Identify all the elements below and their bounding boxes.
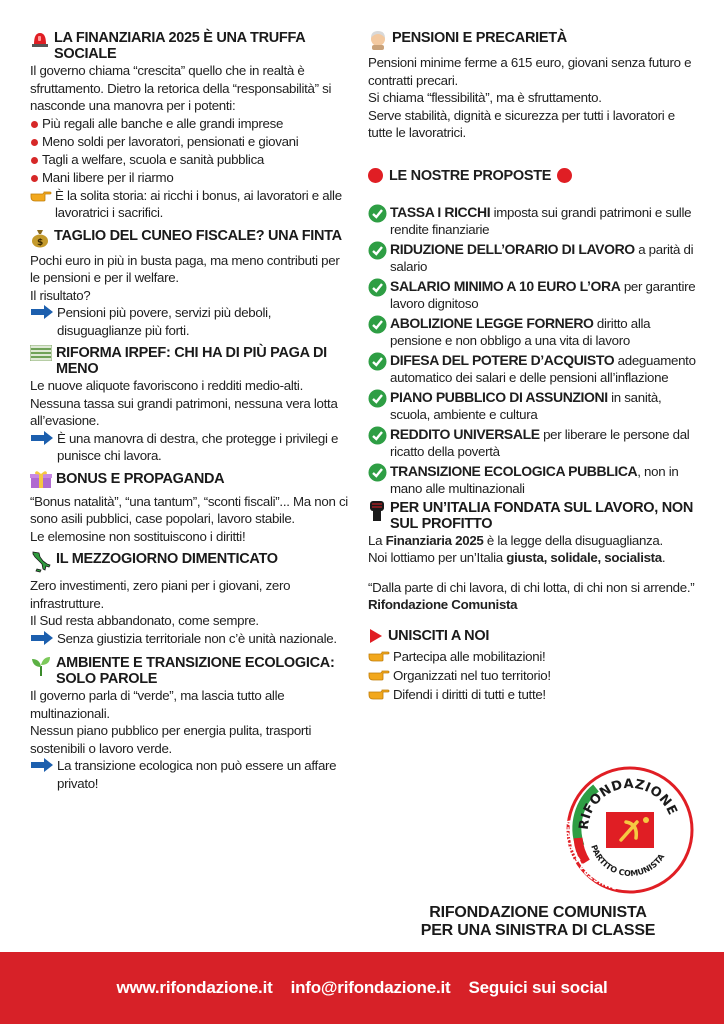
section-heading: $ TAGLIO DEL CUNEO FISCALE? UNA FINTA (30, 228, 350, 252)
paragraph: Il risultato? (30, 287, 91, 303)
section-heading: BONUS E PROPAGANDA (30, 471, 350, 493)
logo-side-text: SINISTRA EUR (566, 843, 619, 891)
paragraph: Serve stabilità, dignità e sicurezza per tutti i lavoratori e tutte le lavoratrici. (368, 107, 675, 140)
left-column (30, 30, 350, 798)
list-item: Tagli a welfare, scuola e sanità pubblica (30, 151, 350, 169)
paragraph: Pochi euro in più in busta paga, ma meno contributi per le pensioni e per il welfare. (30, 252, 340, 285)
paragraph: Il governo chiama “crescita” quello che in realtà è sfruttamento. Dietro la retorica della “responsabilità” si nasconde una manovra per i potenti: (30, 63, 332, 113)
pointing-hand-icon (368, 686, 390, 705)
paragraph: Il Sud resta abbandonato, come sempre. (30, 613, 259, 628)
social-link[interactable]: Seguici sui social (468, 978, 608, 997)
paragraph: Il governo parla di “verde”, ma lascia tutto alle multinazionali. (30, 688, 285, 721)
paragraph: Zero investimenti, zero piani per i giovani, zero infrastrutture. (30, 578, 291, 611)
paragraph: Le elemosine non sostituiscono i diritti! (30, 528, 246, 544)
check-icon (368, 241, 387, 264)
section-finanziaria (30, 30, 350, 222)
check-icon (368, 389, 387, 412)
logo-top-text: RIFONDAZIONE (576, 776, 680, 831)
gift-icon (30, 471, 52, 493)
proposte-list (368, 204, 698, 497)
signature: Rifondazione Comunista (368, 597, 518, 612)
section-heading: AMBIENTE E TRANSIZIONE ECOLOGICA: SOLO PAROLE (30, 655, 350, 687)
email-link[interactable]: info@rifondazione.it (290, 978, 451, 997)
svg-text:$: $ (37, 237, 43, 248)
footer-bar (0, 952, 724, 1024)
list-item: Partecipa alle mobilitazioni! (368, 648, 568, 667)
siren-icon (30, 30, 50, 52)
result-line: È una manovra di destra, che protegge i privilegi e punisce chi lavora. (30, 430, 350, 465)
paragraph: Pensioni minime ferme a 615 euro, giovani senza futuro e contratti precari. (368, 55, 692, 88)
list-item: Più regali alle banche e alle grandi imprese (30, 115, 350, 133)
list-item: Mani libere per il riarmo (30, 169, 350, 187)
list-item: Difendi i diritti di tutti e tutte! (368, 686, 568, 705)
party-logo (566, 766, 694, 894)
paragraph: Noi lottiamo per un’Italia giusta, solidale, socialista. (368, 550, 666, 565)
check-icon (368, 426, 387, 449)
slogan: RIFONDAZIONE COMUNISTA PER UNA SINISTRA DI CLASSE (420, 904, 656, 939)
pointing-hand-icon (30, 188, 52, 207)
paragraph: “Bonus natalità”, “una tantum”, “sconti fiscali”... Ma non ci sono asili pubblici, case popolari, lavoro stabile. (30, 493, 348, 526)
section-irpef (30, 345, 350, 465)
proposal-item: TRANSIZIONE ECOLOGICA PUBBLICA, non in mano alle multinazionali (368, 463, 698, 497)
section-ambiente (30, 655, 350, 792)
money-bag-icon (30, 228, 50, 252)
elderly-person-icon (368, 30, 388, 54)
result-line: La transizione ecologica non può essere un affare privato! (30, 757, 350, 792)
list-item: Organizzati nel tuo territorio! (368, 667, 568, 686)
italy-map-icon (30, 551, 52, 577)
right-arrow-icon (30, 758, 54, 777)
website-link[interactable]: www.rifondazione.it (116, 978, 273, 997)
red-dot-icon (557, 168, 572, 183)
seedling-icon (30, 655, 52, 681)
raised-fist-icon (368, 500, 386, 526)
section-italia (368, 500, 698, 614)
result-line: Pensioni più povere, servizi più deboli, disuguaglianze più forti. (30, 304, 350, 339)
conclusion: È la solita storia: ai ricchi i bonus, ai lavoratori e alle lavoratrici i sacrifici. (30, 187, 350, 222)
section-pensioni (368, 30, 698, 142)
pointing-hand-icon (368, 667, 390, 686)
proposal-item: TASSA I RICCHI imposta sui grandi patrimoni e sulle rendite finanziarie (368, 204, 698, 238)
check-icon (368, 204, 387, 227)
proposal-item: SALARIO MINIMO A 10 EURO L’ORA per garantire lavoro dignitoso (368, 278, 698, 312)
red-dot-icon (368, 168, 383, 183)
play-triangle-icon (368, 628, 384, 648)
paragraph: Nessun piano pubblico per energia pulita, trasporti sostenibili o lavoro verde. (30, 723, 312, 756)
check-icon (368, 315, 387, 338)
section-heading: IL MEZZOGIORNO DIMENTICATO (30, 551, 350, 577)
quote: “Dalla parte di chi lavora, di chi lotta, di chi non si arrende.” (368, 579, 695, 595)
section-heading: LA FINANZIARIA 2025 È UNA TRUFFA SOCIALE (30, 30, 350, 62)
proposal-item: RIDUZIONE DELL’ORARIO DI LAVORO a parità di salario (368, 241, 698, 275)
section-heading: UNISCITI A NOI (368, 628, 568, 648)
section-heading: RIFORMA IRPEF: CHI HA DI PIÙ PAGA DI MENO (30, 345, 350, 377)
action-list (368, 648, 568, 705)
proposal-item: REDDITO UNIVERSALE per liberare le persone dal ricatto della povertà (368, 426, 698, 460)
chart-icon (30, 345, 52, 365)
right-arrow-icon (30, 631, 54, 650)
proposte-heading: LE NOSTRE PROPOSTE (368, 168, 698, 184)
proposal-item: ABOLIZIONE LEGGE FORNERO diritto alla pensione e non obbligo a una vita di lavoro (368, 315, 698, 349)
right-column (368, 30, 698, 711)
section-uniscici (368, 628, 568, 705)
check-icon (368, 463, 387, 486)
section-heading: PER UN’ITALIA FONDATA SUL LAVORO, NON SUL PROFITTO (368, 500, 698, 532)
section-cuneo (30, 228, 350, 340)
paragraph: Le nuove aliquote favoriscono i redditi medio-alti. Nessuna tassa sui grandi patrimoni, nessuna vera lotta all’evasione. (30, 378, 338, 428)
pointing-hand-icon (368, 648, 390, 667)
section-heading: PENSIONI E PRECARIETÀ (368, 30, 698, 54)
section-mezzogiorno (30, 551, 350, 649)
section-bonus (30, 471, 350, 546)
right-arrow-icon (30, 431, 54, 450)
bullet-list (30, 115, 350, 187)
right-arrow-icon (30, 305, 54, 324)
list-item: Meno soldi per lavoratori, pensionati e giovani (30, 133, 350, 151)
check-icon (368, 278, 387, 301)
check-icon (368, 352, 387, 375)
proposal-item: PIANO PUBBLICO DI ASSUNZIONI in sanità, scuola, ambiente e cultura (368, 389, 698, 423)
proposal-item: DIFESA DEL POTERE D’ACQUISTO adeguamento automatico dei salari e delle pensioni all’inflazione (368, 352, 698, 386)
logo-bottom-text: PARTITO COMUNISTA (589, 843, 667, 879)
paragraph: La Finanziaria 2025 è la legge della disuguaglianza. (368, 532, 663, 548)
paragraph: Si chiama “flessibilità”, ma è sfruttamento. (368, 90, 602, 105)
result-line: Senza giustizia territoriale non c’è unità nazionale. (30, 630, 350, 650)
